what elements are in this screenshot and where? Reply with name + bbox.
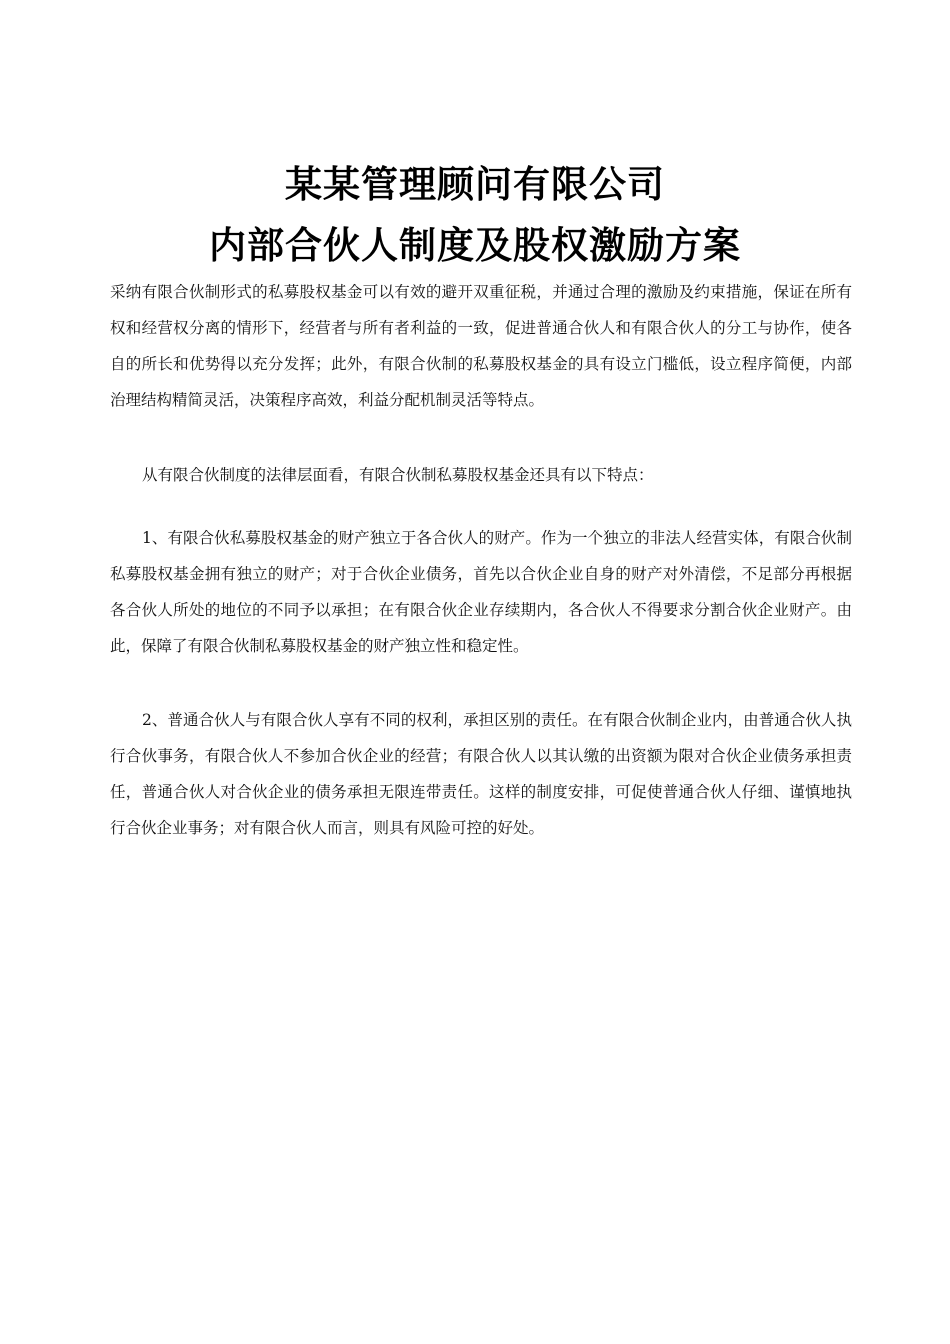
- document-title-line2: 内部合伙人制度及股权激励方案: [209, 223, 741, 267]
- paragraph-point-1: 1、有限合伙私募股权基金的财产独立于各合伙人的财产。作为一个独立的非法人经营实体，有限合伙制私募股权基金拥有独立的财产；对于合伙企业债务，首先以合伙企业自身的财产对外清偿，不足部分再根据各合伙人所处的地位的不同予以承担；在有限合伙企业存续期内，各合伙人不得要求分割合伙企业财产。由此，保障了有限合伙制私募股权基金的财产独立性和稳定性。: [110, 529, 852, 655]
- paragraph-legal-features: 从有限合伙制度的法律层面看，有限合伙制私募股权基金还具有以下特点：: [142, 466, 654, 484]
- paragraph-intro: 采纳有限合伙制形式的私募股权基金可以有效的避开双重征税，并通过合理的激励及约束措施，保证在所有权和经营权分离的情形下，经营者与所有者利益的一致，促进普通合伙人和有限合伙人的分工与协作，使各自的所长和优势得以充分发挥；此外，有限合伙制的私募股权基金的具有设立门槛低，设立程序简便，内部治理结构精简灵活，决策程序高效，利益分配机制灵活等特点。: [110, 283, 852, 409]
- paragraph-point-2: 2、普通合伙人与有限合伙人享有不同的权利，承担区别的责任。在有限合伙制企业内，由普通合伙人执行合伙事务，有限合伙人不参加合伙企业的经营；有限合伙人以其认缴的出资额为限对合伙企业债务承担责任，普通合伙人对合伙企业的债务承担无限连带责任。这样的制度安排，可促使普通合伙人仔细、谨慎地执行合伙企业事务；对有限合伙人而言，则具有风险可控的好处。: [110, 711, 852, 837]
- document-title-line1: 某某管理顾问有限公司: [285, 162, 665, 206]
